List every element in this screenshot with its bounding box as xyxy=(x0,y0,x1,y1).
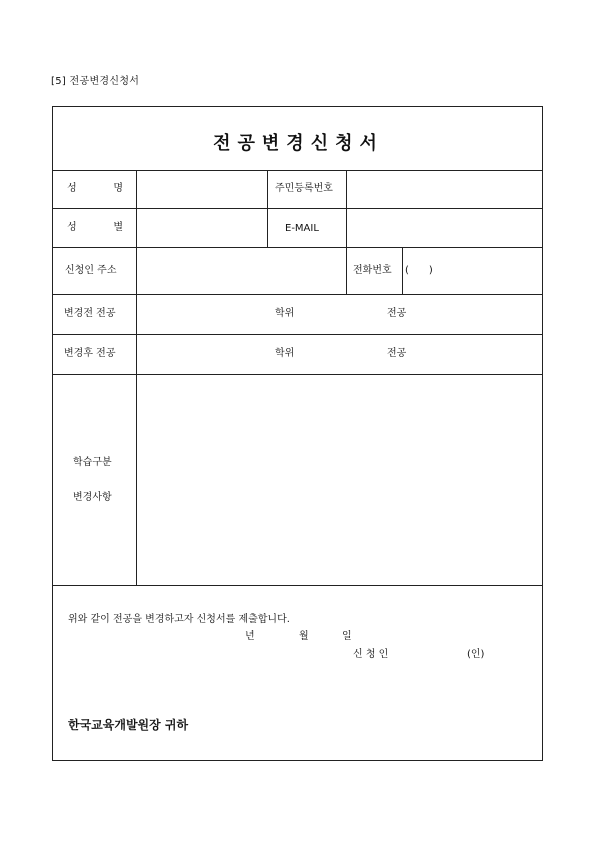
change-details-field[interactable] xyxy=(137,375,542,585)
form-caption: [5] 전공변경신청서 xyxy=(51,76,140,87)
row-divider xyxy=(53,334,542,335)
change-details-label: 변경사항 xyxy=(73,492,112,503)
column-divider xyxy=(267,170,268,247)
gender-field[interactable] xyxy=(137,209,267,247)
phone-field[interactable] xyxy=(403,248,542,294)
date-month-label: 월 xyxy=(299,631,309,642)
after-major-label: 변경후 전공 xyxy=(64,348,116,359)
seal-label: (인) xyxy=(467,649,485,660)
before-major-label: 변경전 전공 xyxy=(64,308,116,319)
address-label: 신청인 주소 xyxy=(65,265,117,276)
study-type-label: 학습구분 xyxy=(73,457,112,468)
gender-label: 성 별 xyxy=(67,222,123,233)
before-degree-word: 학위 xyxy=(275,308,295,319)
statement-text: 위와 같이 전공을 변경하고자 신청서를 제출합니다. xyxy=(68,614,290,625)
email-field[interactable] xyxy=(347,209,542,247)
row-divider xyxy=(53,585,542,586)
name-field[interactable] xyxy=(137,171,267,208)
after-degree-word: 학위 xyxy=(275,348,295,359)
address-field[interactable] xyxy=(137,248,346,294)
date-day-label: 일 xyxy=(342,631,352,642)
resident-number-field[interactable] xyxy=(347,171,542,208)
resident-number-label: 주민등록번호 xyxy=(275,183,333,194)
before-major-word: 전공 xyxy=(387,308,407,319)
applicant-label: 신 청 인 xyxy=(353,649,389,660)
name-label: 성 명 xyxy=(67,183,123,194)
email-label: E-MAIL xyxy=(285,223,319,234)
form-title: 전공변경신청서 xyxy=(213,133,384,154)
major-change-form xyxy=(52,106,543,761)
row-divider xyxy=(53,294,542,295)
addressee: 한국교육개발원장 귀하 xyxy=(68,718,189,732)
phone-label: 전화번호 xyxy=(353,265,392,276)
phone-area-code: ( ) xyxy=(405,265,433,276)
date-year-label: 년 xyxy=(245,631,255,642)
after-major-word: 전공 xyxy=(387,348,407,359)
